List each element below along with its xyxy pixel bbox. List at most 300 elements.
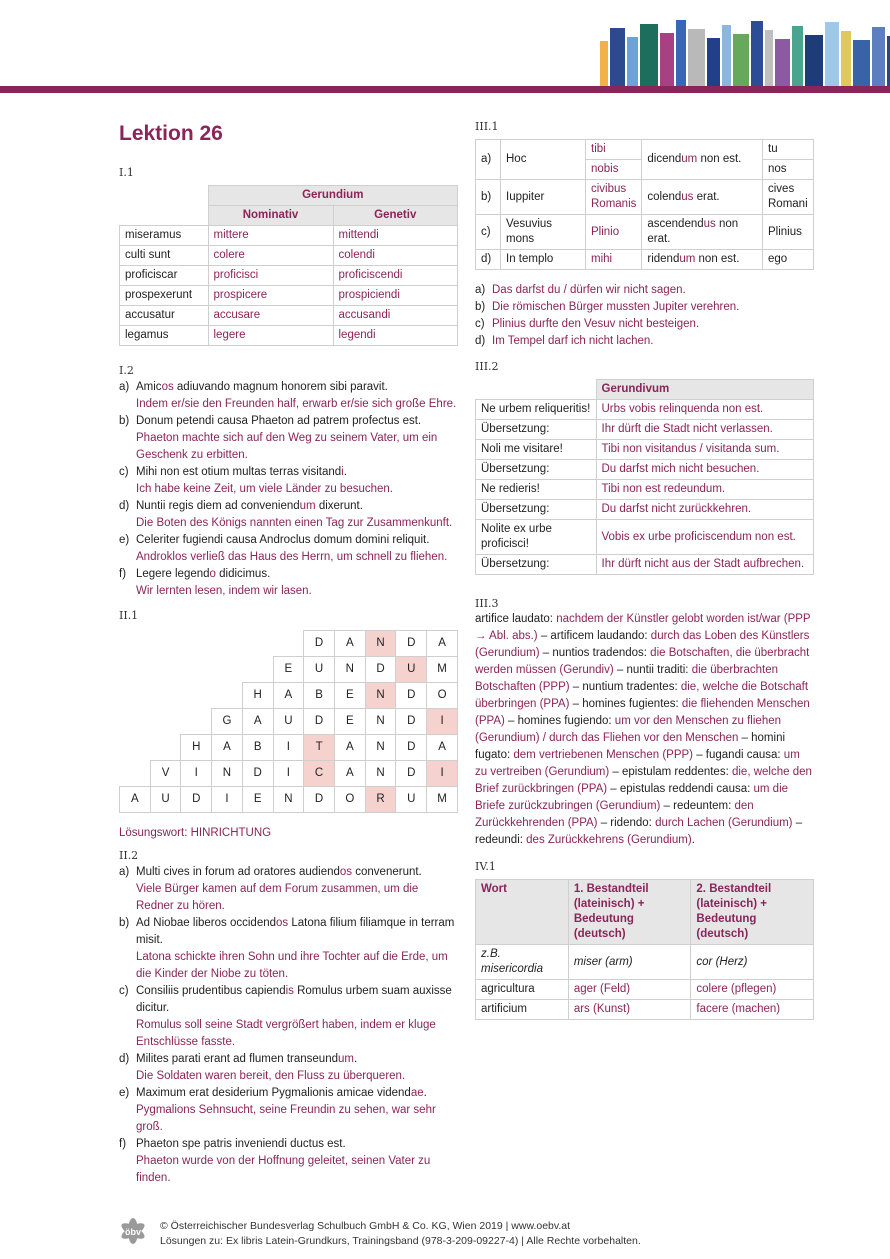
item-label: f) <box>119 568 127 580</box>
table-row <box>476 250 814 270</box>
grid-cell: N <box>365 631 396 657</box>
grid-cell: U <box>396 787 427 813</box>
grid-cell: N <box>365 709 396 735</box>
translation: Plinius durfte den Vesuv nicht besteigen. <box>492 318 700 330</box>
book-spine <box>688 29 705 86</box>
book-spine <box>775 39 790 86</box>
grid-cell: O <box>427 683 458 709</box>
footer-line1: © Österreichischer Bundesverlag Schulbuch GmbH & Co. KG, Wien 2019 | www.oebv.at <box>160 1220 571 1232</box>
page-title: Lektion 26 <box>119 122 223 145</box>
item-label: a) <box>119 866 130 878</box>
table-cell: ars (Kunst) <box>568 1000 691 1020</box>
grid-cell: M <box>427 657 458 683</box>
dative-cell: nobis <box>586 160 642 180</box>
latin-text: Phaeton spe patris inveniendi ductus est. <box>136 1138 346 1150</box>
prompt-text: – fugandi causa: <box>693 749 784 761</box>
grid-cell: B <box>304 683 335 709</box>
iii1-translations <box>475 282 814 350</box>
book-spine <box>805 35 823 86</box>
latin-sentence <box>136 379 458 396</box>
ending-highlight: os <box>339 866 353 878</box>
latin-text: Multi cives in forum ad oratores audiend <box>136 866 340 878</box>
table-row <box>476 215 814 250</box>
subject-cell: Iuppiter <box>501 180 586 215</box>
grid-cell: N <box>365 683 396 709</box>
section-label-iii2: III.2 <box>475 360 499 373</box>
verb-text: non est. <box>695 253 740 265</box>
grid-cell: E <box>334 683 365 709</box>
answer-text: des Zurückkehrens (Gerundium) <box>526 834 692 846</box>
row-label: c) <box>476 215 501 250</box>
translation: Romulus soll seine Stadt vergrößert haben, indem er kluge Entschlüsse fasste. <box>136 1019 436 1048</box>
grid-cell: E <box>273 657 304 683</box>
table-cell: proficisci <box>208 266 333 286</box>
latin-text: Ad Niobae liberos occidend <box>136 917 277 929</box>
ending-highlight: os <box>161 381 174 393</box>
answer-text: um zu vertreiben (Gerundium) <box>475 749 800 778</box>
prompt-text: artifice laudato: <box>475 613 557 625</box>
latin-sentence <box>136 915 458 949</box>
grid-cell: A <box>242 709 273 735</box>
table-row <box>120 306 458 326</box>
grid-cell: A <box>334 761 365 787</box>
grid-cell <box>181 683 212 709</box>
table-cell: prospexerunt <box>120 286 209 306</box>
answer-text: die fliehenden Menschen (PPA) <box>475 698 810 727</box>
grid-cell: N <box>212 761 243 787</box>
answer-text: den Zurückkehrenden (PPA) <box>475 800 754 829</box>
table-cell: prospicere <box>208 286 333 306</box>
verb-text: non est. <box>697 153 742 165</box>
book-spine <box>660 33 674 86</box>
table-row <box>476 500 814 520</box>
latin-text: . <box>353 1053 358 1065</box>
grid-cell: N <box>273 787 304 813</box>
grid-cell: U <box>273 709 304 735</box>
latin-text: Legere legend <box>136 568 210 580</box>
prompt-text: – homines fugientes: <box>569 698 682 710</box>
list-item <box>119 864 458 915</box>
table-cell: mittendi <box>333 226 458 246</box>
latin-text: dixerunt. <box>315 500 363 512</box>
table-row <box>476 945 814 980</box>
answer-text: um die Briefe zurückzubringen (Gerundium) <box>475 783 789 812</box>
translation: Im Tempel darf ich nicht lachen. <box>492 335 654 347</box>
grid-cell: N <box>334 657 365 683</box>
grid-cell: U <box>304 657 335 683</box>
table-row <box>476 400 814 420</box>
table-cell: Übersetzung: <box>476 460 597 480</box>
grid-cell <box>181 631 212 657</box>
verb-text: non erat. <box>647 218 739 245</box>
latin-text: Amic <box>136 381 162 393</box>
answer-text: die Botschaften, die überbracht werden müssen (Gerundiv) <box>475 647 810 676</box>
grid-cell <box>150 657 181 683</box>
grid-cell: D <box>396 761 427 787</box>
ending-highlight: um <box>681 153 698 165</box>
list-item <box>119 379 458 413</box>
ending-highlight: um <box>299 500 316 512</box>
grid-cell: D <box>242 761 273 787</box>
grid-cell: A <box>334 631 365 657</box>
latin-text: Donum petendi causa Phaeton ad patrem profectus est. <box>136 415 422 427</box>
footer <box>160 1219 641 1249</box>
answer-text: nachdem der Künstler gelobt worden ist/war (PPP → Abl. abs.) <box>475 613 811 642</box>
grid-cell <box>120 735 151 761</box>
bookshelf-illustration <box>0 0 890 100</box>
book-spine <box>640 24 658 86</box>
grid-cell <box>120 709 151 735</box>
grid-row <box>120 683 458 709</box>
right-column <box>475 120 814 1020</box>
agent-cell: Plinius <box>763 215 814 250</box>
latin-text: . <box>343 466 347 478</box>
answer-text: die, welche die Botschaft überbringen (PPA) <box>475 681 809 710</box>
table-cell: Du darfst nicht zurückkehren. <box>596 500 814 520</box>
grid-cell <box>150 735 181 761</box>
grid-cell: N <box>365 735 396 761</box>
grid-cell: V <box>150 761 181 787</box>
books <box>600 20 890 86</box>
table-cell: Ihr dürft nicht aus der Stadt aufbrechen. <box>596 555 814 575</box>
table-row <box>476 140 814 160</box>
latin-text: . <box>423 1087 427 1099</box>
grid-cell: M <box>427 787 458 813</box>
latin-text: convenerunt. <box>352 866 422 878</box>
grid-cell: A <box>120 787 151 813</box>
translation: Pygmalions Sehnsucht, seine Freundin zu sehen, war sehr groß. <box>136 1104 436 1133</box>
prompt-text: – nuntii traditi: <box>613 664 692 676</box>
grid-cell: D <box>396 709 427 735</box>
list-item <box>475 282 814 299</box>
answer-text: die, welche den Brief zurückbringen (PPA) <box>475 766 812 795</box>
item-label: c) <box>119 466 129 478</box>
agent-cell: ego <box>763 250 814 270</box>
latin-sentence <box>136 1085 458 1102</box>
grid-cell: U <box>396 657 427 683</box>
grid-cell: E <box>242 787 273 813</box>
oebv-logo <box>118 1216 148 1246</box>
latin-text: Latona filium filiamque in terram misit. <box>136 917 455 946</box>
ending-highlight: i <box>341 466 344 478</box>
table-row <box>476 1000 814 1020</box>
book-spine <box>792 26 803 86</box>
section-label-iii3: III.3 <box>475 597 499 610</box>
grid-cell <box>150 683 181 709</box>
section-label-iii1: III.1 <box>475 120 499 133</box>
latin-text: Celeriter fugiendi causa Androclus domum domini reliquit. <box>136 534 430 546</box>
verb-text: ridend <box>647 253 680 265</box>
verb-cell <box>642 140 763 180</box>
prompt-text: . <box>691 834 695 846</box>
answer-text: die überbrachten Botschaften (PPP) <box>475 664 778 693</box>
table-row <box>476 420 814 440</box>
grid-cell: A <box>273 683 304 709</box>
table-cell: accusatur <box>120 306 209 326</box>
latin-sentence <box>136 464 458 481</box>
prompt-text: – epistulam reddentes: <box>609 766 732 778</box>
prompt-text: – nuntium tradentes: <box>569 681 681 693</box>
grid-cell: R <box>365 787 396 813</box>
table-cell: Urbs vobis relinquenda non est. <box>596 400 814 420</box>
ending-highlight: is <box>285 985 294 997</box>
prompt-text: – ridendo: <box>597 817 656 829</box>
grid-cell <box>242 631 273 657</box>
answer-text: dem vertriebenen Menschen (PPP) <box>513 749 693 761</box>
table-row <box>476 480 814 500</box>
agent-cell: tu <box>763 140 814 160</box>
table-header: 2. Bestandteil (lateinisch) + Bedeutung (deutsch) <box>691 880 814 945</box>
grid-row <box>120 631 458 657</box>
latin-sentence <box>136 983 458 1017</box>
table-cell: colendi <box>333 246 458 266</box>
grid-cell <box>242 657 273 683</box>
table-cell: Ihr dürft die Stadt nicht verlassen. <box>596 420 814 440</box>
table-cell: Du darfst mich nicht besuchen. <box>596 460 814 480</box>
ending-highlight: ae <box>410 1087 424 1099</box>
grid-cell: D <box>304 709 335 735</box>
item-label: a) <box>119 381 130 393</box>
grid-cell: I <box>427 709 458 735</box>
table-cell: Ne redieris! <box>476 480 597 500</box>
latin-text: Milites parati erant ad flumen transeund <box>136 1053 338 1065</box>
answer-text: durch Lachen (Gerundium) <box>655 817 793 829</box>
table-row <box>120 326 458 346</box>
table-cell: miseramus <box>120 226 209 246</box>
table-row <box>120 246 458 266</box>
translation: Phaeton wurde von der Hoffnung geleitet, seinen Vater zu finden. <box>136 1155 431 1184</box>
footer-line2: Lösungen zu: Ex libris Latein-Grundkurs, Trainingsband (978-3-209-09227-4) | Alle Rechte vorbehalten. <box>160 1235 641 1247</box>
dative-cell: civibus Romanis <box>586 180 642 215</box>
translation: Phaeton machte sich auf den Weg zu seinem Vater, um ein Geschenk zu erbitten. <box>136 432 438 461</box>
item-label: d) <box>475 335 486 347</box>
book-spine <box>627 37 638 86</box>
book-spine <box>872 27 885 86</box>
latin-text: Nuntii regis diem ad conveniend <box>136 500 300 512</box>
table-cell: Übersetzung: <box>476 500 597 520</box>
table-cell: miser (arm) <box>568 945 691 980</box>
verb-cell <box>642 215 763 250</box>
prompt-text: – nuntios tradendos: <box>539 647 651 659</box>
translation: Wir lernten lesen, indem wir lasen. <box>136 585 312 597</box>
latin-text: adiuvando magnum honorem sibi paravit. <box>173 381 388 393</box>
grid-cell <box>181 657 212 683</box>
crossword-grid <box>119 630 458 813</box>
translation: Die Boten des Königs nannten einen Tag zur Zusammenkunft. <box>136 517 453 529</box>
grid-cell: D <box>304 787 335 813</box>
translation: Die Soldaten waren bereit, den Fluss zu überqueren. <box>136 1070 406 1082</box>
table-cell: proficiscar <box>120 266 209 286</box>
list-item <box>119 915 458 983</box>
book-spine <box>600 41 608 86</box>
book-spine <box>722 25 731 86</box>
grid-cell: T <box>304 735 335 761</box>
book-spine <box>751 21 763 86</box>
grid-cell: A <box>212 735 243 761</box>
list-item <box>119 983 458 1051</box>
agent-cell: nos <box>763 160 814 180</box>
ending-highlight: us <box>681 190 694 203</box>
book-spine <box>707 38 720 86</box>
table-header: 1. Bestandteil (lateinisch) + Bedeutung (deutsch) <box>568 880 691 945</box>
grid-cell: O <box>334 787 365 813</box>
grid-cell <box>212 657 243 683</box>
grid-cell: A <box>427 735 458 761</box>
table-cell: z.B. misericordia <box>476 945 569 980</box>
grid-cell: I <box>427 761 458 787</box>
grid-cell <box>150 709 181 735</box>
book-spine <box>841 31 851 86</box>
answer-text: um vor den Menschen zu fliehen (Gerundium) / durch das Fliehen vor den Menschen <box>475 715 782 744</box>
latin-sentence <box>136 864 458 881</box>
table-cell: Übersetzung: <box>476 555 597 575</box>
table-cell: proficiscendi <box>333 266 458 286</box>
verb-cell <box>642 180 763 215</box>
section-label-iv1: IV.1 <box>475 860 496 873</box>
grid-cell: D <box>365 657 396 683</box>
list-item <box>119 1136 458 1187</box>
ending-highlight: um <box>338 1053 354 1065</box>
translation: Das darfst du / dürfen wir nicht sagen. <box>492 284 686 296</box>
section-label-ii2: II.2 <box>119 849 139 862</box>
grid-cell: E <box>334 709 365 735</box>
row-label: d) <box>476 250 501 270</box>
table-row <box>476 980 814 1000</box>
table-cell: legere <box>208 326 333 346</box>
grid-cell <box>273 631 304 657</box>
table-header: Wort <box>476 880 569 945</box>
table-row <box>476 440 814 460</box>
item-label: b) <box>119 415 130 427</box>
translation: Die römischen Bürger mussten Jupiter verehren. <box>492 301 740 313</box>
item-label: f) <box>119 1138 127 1150</box>
list-item <box>119 532 458 566</box>
table-cell: legamus <box>120 326 209 346</box>
translation: Androklos verließ das Haus des Herrn, um schnell zu fliehen. <box>136 551 448 563</box>
dative-cell: tibi <box>586 140 642 160</box>
table-cell: Tibi non est redeundum. <box>596 480 814 500</box>
table-cell: colere (pflegen) <box>691 980 814 1000</box>
i1-header-top: Gerundium <box>208 186 458 206</box>
book-spine <box>610 28 625 86</box>
grid-cell: G <box>212 709 243 735</box>
table-row <box>476 520 814 555</box>
list-item <box>119 464 458 498</box>
table-cell: ager (Feld) <box>568 980 691 1000</box>
i2-list <box>119 379 458 600</box>
item-label: c) <box>475 318 485 330</box>
book-spine <box>733 34 749 86</box>
item-label: b) <box>475 301 486 313</box>
table-cell: Ne urbem reliqueritis! <box>476 400 597 420</box>
table-header-row <box>476 880 814 945</box>
book-spine <box>825 22 839 86</box>
table-cell: agricultura <box>476 980 569 1000</box>
grid-cell <box>120 657 151 683</box>
item-label: c) <box>119 985 129 997</box>
latin-text: Consiliis prudentibus capiend <box>136 985 286 997</box>
prompt-text: – epistulas reddendi causa: <box>607 783 754 795</box>
verb-text: erat. <box>693 190 720 203</box>
item-label: a) <box>475 284 486 296</box>
ending-highlight: us <box>703 218 716 230</box>
grid-cell: H <box>242 683 273 709</box>
list-item <box>119 413 458 464</box>
shelf-line <box>0 86 890 93</box>
translation: Ich habe keine Zeit, um viele Länder zu besuchen. <box>136 483 393 495</box>
latin-text: Maximum erat desiderium Pygmalionis amicae vidend <box>136 1087 411 1099</box>
table-cell: colere <box>208 246 333 266</box>
grid-cell: I <box>273 735 304 761</box>
table-cell: mittere <box>208 226 333 246</box>
verb-cell <box>642 250 763 270</box>
table-cell: Noli me visitare! <box>476 440 597 460</box>
table-cell: prospiciendi <box>333 286 458 306</box>
subject-cell: In templo <box>501 250 586 270</box>
latin-text: Mihi non est otium multas terras visitand <box>136 466 342 478</box>
subject-cell: Hoc <box>501 140 586 180</box>
list-item <box>475 316 814 333</box>
grid-cell: I <box>181 761 212 787</box>
iv1-table <box>475 879 814 1020</box>
latin-sentence <box>136 532 458 549</box>
grid-cell <box>150 631 181 657</box>
grid-cell: I <box>212 787 243 813</box>
iii2-table <box>475 379 814 575</box>
grid-cell: D <box>396 683 427 709</box>
section-label-i2: I.2 <box>119 364 134 377</box>
latin-sentence <box>136 413 458 430</box>
grid-row <box>120 709 458 735</box>
verb-text: dicend <box>647 153 682 165</box>
iii1-table <box>475 139 814 270</box>
solution-word: Lösungswort: HINRICHTUNG <box>119 827 272 839</box>
grid-cell: A <box>427 631 458 657</box>
table-cell: Tibi non visitandus / visitanda sum. <box>596 440 814 460</box>
i1-col2: Genetiv <box>333 206 458 226</box>
section-label-i1: I.1 <box>119 166 134 179</box>
grid-cell <box>120 683 151 709</box>
item-label: e) <box>119 1087 130 1099</box>
item-label: d) <box>119 500 130 512</box>
grid-cell: D <box>181 787 212 813</box>
grid-cell: D <box>396 631 427 657</box>
grid-cell: D <box>396 735 427 761</box>
table-row <box>476 555 814 575</box>
grid-cell: H <box>181 735 212 761</box>
iii2-header: Gerundivum <box>596 380 814 400</box>
grid-cell: B <box>242 735 273 761</box>
latin-sentence <box>136 498 458 515</box>
table-cell: Vobis ex urbe proficiscendum non est. <box>596 520 814 555</box>
section-label-ii1: II.1 <box>119 609 139 622</box>
grid-cell <box>120 761 151 787</box>
latin-sentence <box>136 566 458 583</box>
grid-cell: U <box>150 787 181 813</box>
table-cell: artificium <box>476 1000 569 1020</box>
table-cell: Übersetzung: <box>476 420 597 440</box>
grid-cell <box>212 683 243 709</box>
left-column <box>119 166 458 1187</box>
dative-cell: Plinio <box>586 215 642 250</box>
translation: Latona schickte ihren Sohn und ihre Tochter auf die Erde, um die Kinder der Niobe zu töten. <box>136 951 448 980</box>
list-item <box>119 1085 458 1136</box>
ii2-list <box>119 864 458 1187</box>
grid-cell: A <box>334 735 365 761</box>
book-spine <box>765 30 773 86</box>
grid-row <box>120 761 458 787</box>
item-label: b) <box>119 917 130 929</box>
